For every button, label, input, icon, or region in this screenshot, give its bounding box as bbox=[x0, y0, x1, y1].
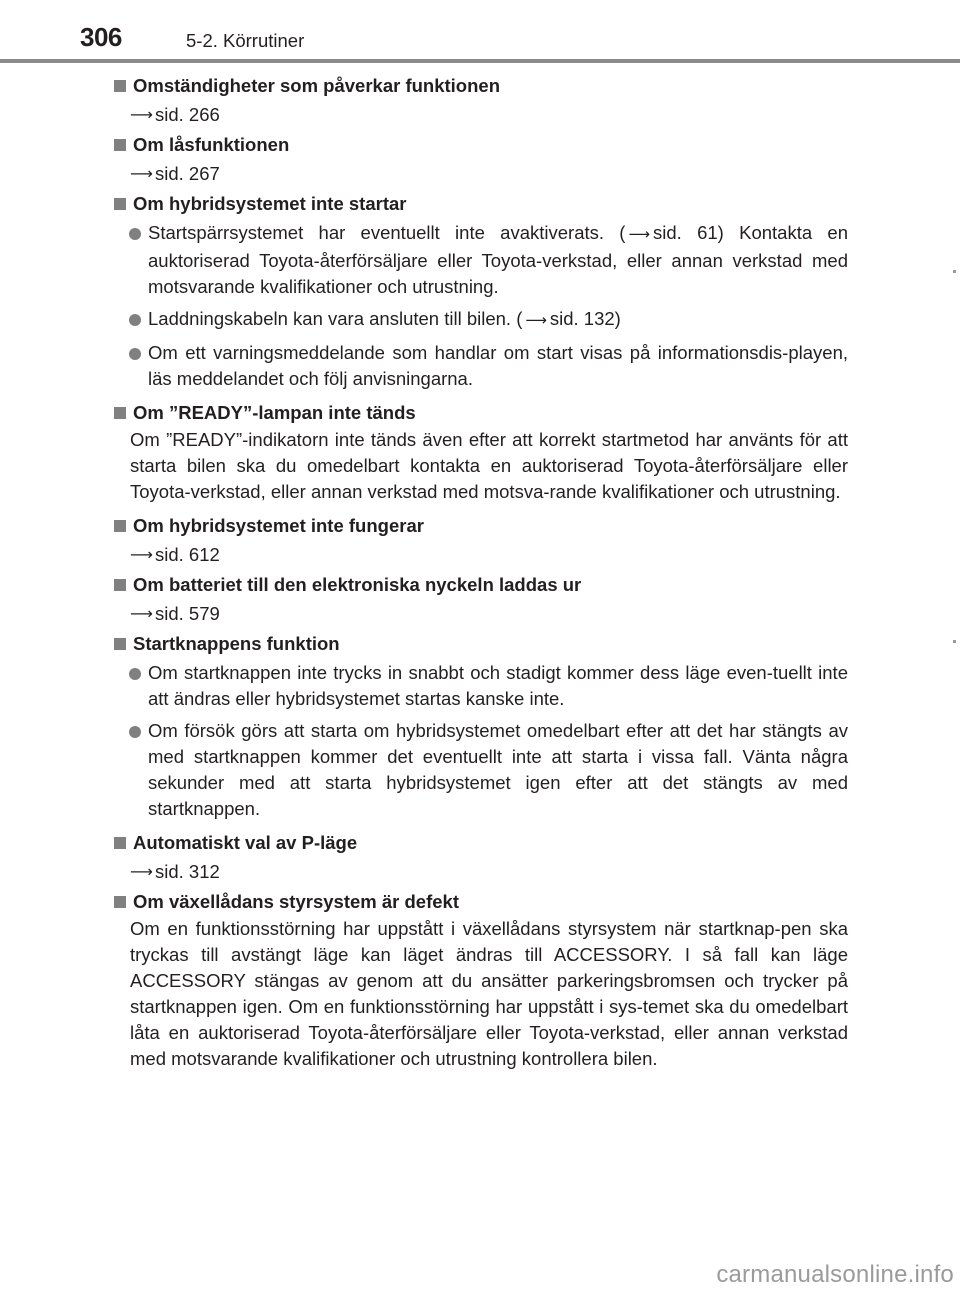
circle-bullet-icon bbox=[129, 228, 141, 240]
chapter-title: 5-2. Körrutiner bbox=[186, 30, 305, 51]
reference-text: sid. 266 bbox=[155, 103, 220, 125]
list-item: Laddningskabeln kan vara ansluten till bilen. ( ⟶ sid. 132) bbox=[112, 306, 848, 334]
circle-bullet-icon bbox=[129, 668, 141, 680]
arrow-right-icon: ⟶ bbox=[130, 165, 153, 183]
section-hybrid-system-not-starting bbox=[112, 189, 848, 392]
page-reference[interactable]: sid. 61 bbox=[652, 222, 718, 243]
section-title: Omständigheter som påverkar funktionen bbox=[112, 71, 848, 100]
page-reference[interactable] bbox=[112, 159, 848, 188]
list-item: Om startknappen inte trycks in snabbt och stadigt kommer dess läge even-tuellt inte att ändras eller hybridsystemet startas kanske inte. bbox=[112, 660, 848, 712]
edge-mark bbox=[953, 270, 956, 273]
paragraph: Om en funktionsstörning har uppstått i växellådans styrsystem när startknap-pen ska tryckas till avstängt läge kan läget ändras till ACCESSORY. I så fall kan läge ACCESSORY stängas av genom att du ansätter parkeringsbromsen och trycker på startknappen igen. Om en funktionsstörning har uppstått i sys-temet ska du omedelbart låta en auktoriserad Toyota-återförsäljare eller Toyota-verkstad, eller annan verkstad med motsvarande kvalifikationer och utrustning kontrollera bilen. bbox=[130, 918, 848, 1069]
page-number: 306 bbox=[80, 22, 122, 52]
square-bullet-icon bbox=[114, 579, 126, 591]
header-rule bbox=[0, 59, 960, 63]
arrow-right-icon: ⟶ bbox=[525, 312, 547, 329]
page-reference[interactable]: sid. 132 bbox=[549, 308, 615, 329]
square-bullet-icon bbox=[114, 837, 126, 849]
reference-text: sid. 312 bbox=[155, 860, 220, 882]
watermark: carmanualsonline.info bbox=[716, 1261, 954, 1288]
section-auto-p-position bbox=[112, 828, 848, 886]
list-item: Startspärrsystemet har eventuellt inte avaktiverats. ( ⟶ sid. 61) Kontakta en auktoriserad Toyota-återförsäljare eller Toyota-verkstad, eller annan verkstad med motsvarande kvalifikationer och utrustning. bbox=[112, 220, 848, 300]
reference-text: sid. 267 bbox=[155, 162, 220, 184]
page-reference[interactable] bbox=[112, 100, 848, 129]
square-bullet-icon bbox=[114, 198, 126, 210]
circle-bullet-icon bbox=[129, 726, 141, 738]
section-title: Om ”READY”-lampan inte tänds bbox=[112, 398, 848, 427]
square-bullet-icon bbox=[114, 520, 126, 532]
section-hybrid-system-not-working bbox=[112, 511, 848, 569]
section-title: Startknappens funktion bbox=[112, 629, 848, 658]
page-reference[interactable] bbox=[112, 540, 848, 569]
arrow-right-icon: ⟶ bbox=[130, 863, 153, 881]
arrow-right-icon: ⟶ bbox=[130, 106, 153, 124]
section-title: Om låsfunktionen bbox=[112, 130, 848, 159]
section-title: Om hybridsystemet inte fungerar bbox=[112, 511, 848, 540]
edge-mark bbox=[953, 640, 956, 643]
section-conditions-affecting-function bbox=[112, 71, 848, 129]
square-bullet-icon bbox=[114, 407, 126, 419]
section-title: Automatiskt val av P-läge bbox=[112, 828, 848, 857]
circle-bullet-icon bbox=[129, 314, 141, 326]
section-title: Om växellådans styrsystem är defekt bbox=[112, 887, 848, 916]
list-item: Om försök görs att starta om hybridsystemet omedelbart efter att det har stängts av med startknappen kommer det eventuellt inte att starta i vissa fall. Vänta några sekunder med att starta hybridsystemet igen efter att det stängts av med startknappen. bbox=[112, 718, 848, 822]
list-item: Om ett varningsmeddelande som handlar om start visas på informationsdis-playen, läs meddelandet och följ anvisningarna. bbox=[112, 340, 848, 392]
square-bullet-icon bbox=[114, 80, 126, 92]
section-start-button-function bbox=[112, 629, 848, 822]
arrow-right-icon: ⟶ bbox=[628, 226, 650, 243]
square-bullet-icon bbox=[114, 139, 126, 151]
page-header bbox=[0, 0, 960, 60]
section-key-battery bbox=[112, 570, 848, 628]
section-title: Om hybridsystemet inte startar bbox=[112, 189, 848, 218]
arrow-right-icon: ⟶ bbox=[130, 605, 153, 623]
square-bullet-icon bbox=[114, 638, 126, 650]
paragraph: Om ”READY”-indikatorn inte tänds även efter att korrekt startmetod har använts för att starta bilen ska du omedelbart kontakta en auktoriserad Toyota-återförsäljare eller Toyota-verkstad, eller annan verkstad med motsva-rande kvalifikationer och utrustning. bbox=[130, 429, 848, 502]
reference-text: sid. 612 bbox=[155, 543, 220, 565]
section-title: Om batteriet till den elektroniska nyckeln laddas ur bbox=[112, 570, 848, 599]
circle-bullet-icon bbox=[129, 348, 141, 360]
page-reference[interactable] bbox=[112, 599, 848, 628]
arrow-right-icon: ⟶ bbox=[130, 546, 153, 564]
section-transmission-control-defect bbox=[112, 887, 848, 1072]
page-reference[interactable] bbox=[112, 857, 848, 886]
square-bullet-icon bbox=[114, 896, 126, 908]
section-ready-lamp bbox=[112, 398, 848, 505]
section-lock-function bbox=[112, 130, 848, 188]
page-content bbox=[112, 70, 848, 1078]
reference-text: sid. 579 bbox=[155, 602, 220, 624]
